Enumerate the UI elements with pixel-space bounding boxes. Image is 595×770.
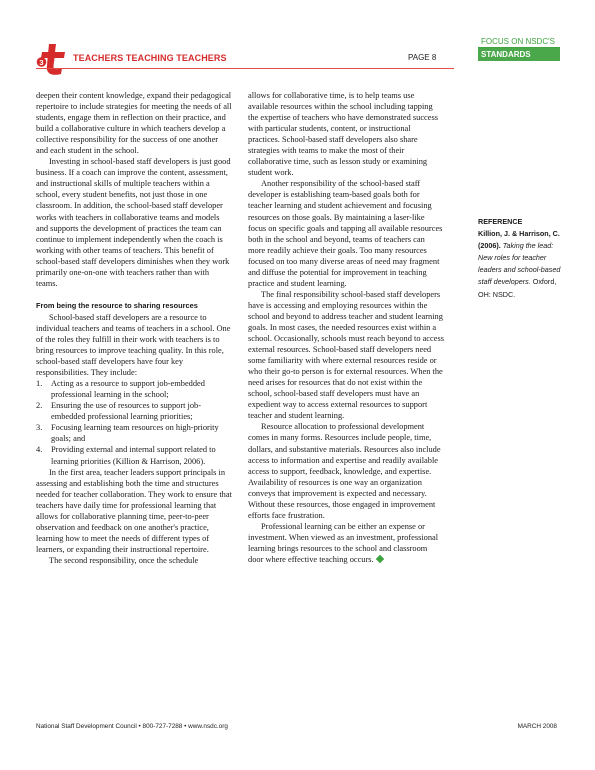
reference-sidebar [478,216,562,301]
list-item: 4. Providing external and internal support related to learning priorities (Killion & Harrison, 2006). [36,445,216,466]
reference-author: Killion, J. & Harrison, C. (2006). [478,229,560,251]
left-paragraph-4: In the first area, teacher leaders support principals in assessing and establishing both the time and structures needed for teacher collaboration. They work to ensure that teachers have daily time for professional learning that allows for collaborative planning time, peer-to-peer observation and feedback on one another's practice, learning how to meet the needs of different types of learners, or expanding their instructional repertoire. [36,467,232,554]
left-paragraph-1: deepen their content knowledge, expand their pedagogical repertoire to include strategies for meeting the needs of all students, engage them in reflection on their practice, and build a collaborative culture in which teachers develop a collective responsibility for the success of one another and each student in the school. [36,91,232,156]
middle-column [248,90,444,565]
middle-paragraph-3: The final responsibility school-based staff developers have is accessing and employing resources within the school and beyond to address teacher and student learning goals. In most cases, the needed resources exist within a school. Occasionally, schools must reach beyond to access external resources. School-based staff developers need some familiarity with where external resources reside or who their go-to person is for external resources. When the need arises for resources that do not exist within the school, school-based staff developers must have an expedient way to access external resources to support teacher and student learning. [248,289,444,421]
list-item: 2. Ensuring the use of resources to support job-embedded professional learning priorities; [36,401,202,422]
t3-logo [36,42,70,76]
focus-label: FOCUS ON NSDC'S [478,36,560,48]
reference-publisher: Oxford, OH: NSDC. [478,277,557,299]
middle-paragraph-1: allows for collaborative time, is to help teams use available resources within the school including tapping the expertise of teachers who have demonstrated success with particular students, content, or instructional practices. School-based staff developers also share strategies with teams to make the most of their collaborative time, such as lesson study or examining student work. [248,91,438,178]
closing-text: Professional learning can be either an expense or investment. When viewed as an investment, professional learning brings resources to the school and classroom door where effective teaching occurs. [248,521,439,564]
list-item: 3. Focusing learning team resources on high-priority goals; and [36,423,219,444]
left-paragraph-3: School-based staff developers are a resource to individual teachers and teams of teachers in a school. One of the roles they fulfill in their work with teachers is to bring resources to improve teaching quality. In this role, school-based staff developers have four key responsibilities. They include: [36,312,231,378]
middle-paragraph-4: Resource allocation to professional development comes in many forms. Resources include people, time, dollars, and substantive materials. Resources also include access to information and expertise and readily available access to support, feedback, knowledge, and expertise. Availability of resources is one way an organization conveys that improvement is expected and necessary. Without these resources, those engaged in improvement efforts face frustration. [248,422,441,520]
left-paragraph-5: The second responsibility, once the schedule [49,555,199,565]
reference-citation [478,228,562,301]
series-title [73,53,227,63]
left-paragraph-2: Investing in school-based staff developers is just good business. If a coach can improve the content, assessment, and instructional skills of multiple teachers within a school, every student benefits, not just those in one classroom. In addition, the school-based staff developer works with teachers in collaborative teams and models and supports the development of practices the team can continue to implement independently when the coach is working with other teams of teachers. This benefit of school-based staff developers diminishes when they work primarily one-on-one with teachers rather than with teams. [36,157,231,288]
middle-paragraph-2: Another responsibility of the school-based staff developer is establishing team-based goals both for teacher learning and student achievement and focusing resources on those goals. By maintaining a laser-like focus on specific goals and tapping all available resources both in the school and beyond, teams of teachers can more readily achieve their goals. Too many resources focused on too many diverse areas of need may fragment and diffuse the potential for improvement in teaching practice and student learning. [248,179,443,288]
series-title-text: TEACHERS TEACHING TEACHERS [73,53,227,63]
middle-paragraph-5 [248,521,444,565]
header-divider [36,68,454,69]
end-mark-diamond-icon [375,555,383,563]
reference-heading: REFERENCE [478,217,523,226]
page-number: PAGE 8 [408,53,437,62]
footer-date: MARCH 2008 [517,723,557,730]
responsibilities-list [36,378,232,466]
left-column [36,90,232,566]
standards-label: STANDARDS [478,48,560,61]
list-item: 1. Acting as a resource to support job-embedded professional learning in the school; [36,379,205,400]
logo-number: 3 [39,57,44,67]
footer-contact: National Staff Development Council • 800-727-7288 • www.nsdc.org [36,723,228,730]
reference-title: Taking the lead: New roles for teacher leaders and school-based staff developers. [478,241,561,287]
focus-on-standards-banner [478,36,560,63]
section-subhead: From being the resource to sharing resources [36,300,198,310]
